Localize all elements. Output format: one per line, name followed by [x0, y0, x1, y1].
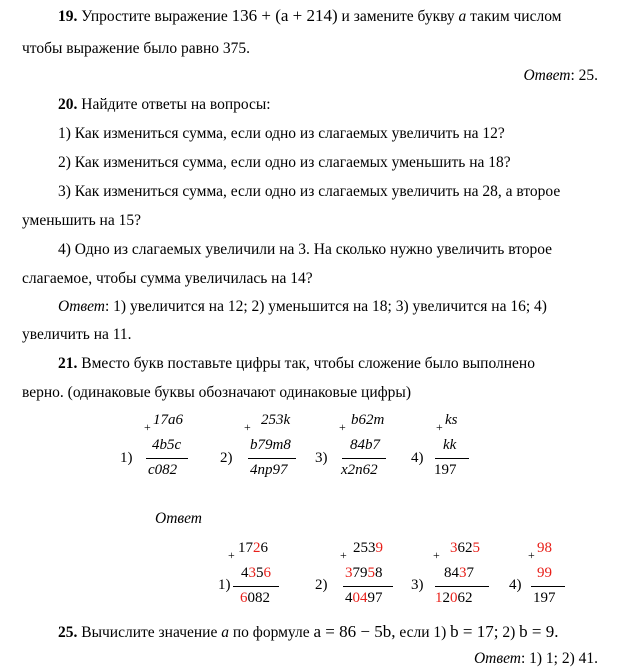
puzzle-sum: x2n62	[341, 462, 378, 478]
problem-20-question-1: 1) Как измениться сумма, если одно из слагаемых увеличить на 12?	[58, 125, 505, 142]
sum-line	[248, 458, 296, 459]
answer-value: : 1) увеличится на 12; 2) уменьшится на 18; 3) увеличится на 16; 4)	[104, 298, 547, 315]
answer-top-addend: 98	[537, 540, 552, 556]
puzzle-bottom-addend: kk	[443, 437, 457, 453]
plus-sign: +	[228, 548, 235, 562]
answer-value: : 25.	[570, 67, 598, 84]
problem-20-question-3a: 3) Как измениться сумма, если одно из слагаемых увеличить на 28, а второе	[58, 183, 561, 200]
answer-sum: 197	[533, 590, 556, 606]
problem-25-text-3: если 1)	[399, 624, 447, 641]
problem-19-text-2: и замените букву	[341, 8, 455, 25]
problem-25-text-1: Вычислите значение	[81, 624, 218, 641]
problem-20-answer-a	[58, 298, 547, 316]
puzzle-sum: 4np97	[250, 462, 288, 478]
problem-20-question-4b: слагаемое, чтобы сумма увеличилась на 14?	[22, 270, 313, 287]
plus-sign: +	[436, 420, 443, 434]
puzzle-label: 4)	[411, 450, 424, 466]
problem-19-text-1: Упростите выражение	[81, 8, 228, 25]
plus-sign: +	[433, 548, 440, 562]
puzzle-sum: 197	[434, 462, 457, 478]
problem-19-line-2: чтобы выражение было равно 375.	[22, 40, 251, 57]
sum-line	[233, 586, 279, 587]
problem-25-text-2: по формуле	[232, 624, 310, 641]
answer-top-addend: 2539	[353, 540, 383, 556]
problem-21-answer-label: Ответ	[155, 510, 202, 527]
puzzle-top-addend: b62m	[351, 412, 385, 428]
problem-25-condition-1: b = 17;	[450, 622, 499, 641]
sum-line	[435, 586, 489, 587]
problem-21-text: Вместо букв поставьте цифры так, чтобы сложение было выполнено	[81, 355, 535, 372]
problem-25-variable: a	[221, 624, 229, 641]
answer-bottom-addend: 99	[537, 565, 552, 581]
sum-line	[531, 586, 565, 587]
plus-sign: +	[244, 420, 251, 434]
puzzle-bottom-addend: b79m8	[250, 437, 291, 453]
answer-sum: 40497	[345, 590, 383, 606]
problem-25-condition-2: b = 9.	[519, 622, 559, 641]
problem-19-answer	[523, 67, 598, 85]
puzzle-top-addend: ks	[445, 412, 458, 428]
answer-sum: 12062	[435, 590, 473, 606]
problem-19-expression: 136 + (a + 214)	[231, 6, 338, 25]
problem-25-text-4: 2)	[502, 624, 516, 641]
problem-25-line	[58, 622, 559, 642]
plus-sign: +	[528, 548, 535, 562]
plus-sign: +	[339, 420, 346, 434]
problem-20-answer-b: увеличить на 11.	[22, 326, 132, 343]
answer-bottom-addend: 8437	[444, 565, 474, 581]
puzzle-label: 2)	[220, 450, 233, 466]
puzzle-top-addend: 253k	[261, 412, 291, 428]
sum-line	[435, 458, 469, 459]
problem-19-number: 19.	[58, 8, 78, 25]
answer-top-addend: 1726	[238, 540, 268, 556]
answer-label: Ответ	[523, 67, 571, 84]
problem-25-formula: a = 86 − 5b,	[313, 622, 396, 641]
problem-19-line-1	[58, 6, 561, 26]
problem-25-answer	[474, 650, 598, 668]
sum-line	[342, 458, 386, 459]
plus-sign: +	[144, 420, 151, 434]
problem-25-number: 25.	[58, 624, 78, 641]
problem-19-text-3: таким числом	[470, 8, 562, 25]
problem-20-question-4a: 4) Одно из слагаемых увеличили на 3. На сколько нужно увеличить второе	[58, 241, 553, 258]
answer-label: Ответ	[58, 298, 105, 315]
problem-20-title-text: Найдите ответы на вопросы:	[81, 96, 271, 113]
answer-label-num: 1)	[218, 577, 231, 593]
problem-21-number: 21.	[58, 355, 78, 372]
answer-label-num: 2)	[315, 577, 328, 593]
answer-bottom-addend: 37958	[345, 565, 383, 581]
answer-label: Ответ	[473, 650, 521, 667]
problem-21-line-1	[58, 355, 535, 373]
answer-bottom-addend: 4356	[241, 565, 271, 581]
answer-top-addend: 3625	[450, 540, 480, 556]
sum-line	[146, 458, 188, 459]
plus-sign: +	[340, 548, 347, 562]
answer-label-num: 4)	[509, 577, 522, 593]
problem-20-question-3b: уменьшить на 15?	[22, 212, 141, 229]
problem-19-variable: a	[458, 8, 467, 25]
problem-20-number: 20.	[58, 96, 78, 113]
puzzle-bottom-addend: 4b5c	[152, 437, 182, 453]
problem-20-question-2: 2) Как измениться сумма, если одно из слагаемых уменьшить на 18?	[58, 154, 511, 171]
puzzle-label: 1)	[120, 450, 133, 466]
sum-line	[343, 586, 393, 587]
puzzle-bottom-addend: 84b7	[350, 437, 380, 453]
puzzle-top-addend: 17a6	[153, 412, 183, 428]
answer-value: : 1) 1; 2) 41.	[520, 650, 598, 667]
problem-21-line-2: верно. (одинаковые буквы обозначают одинаковые цифры)	[22, 384, 411, 401]
answer-label-num: 3)	[411, 577, 424, 593]
puzzle-sum: c082	[148, 462, 178, 478]
puzzle-label: 3)	[315, 450, 328, 466]
problem-20-title	[58, 96, 271, 114]
answer-sum: 6082	[240, 590, 270, 606]
